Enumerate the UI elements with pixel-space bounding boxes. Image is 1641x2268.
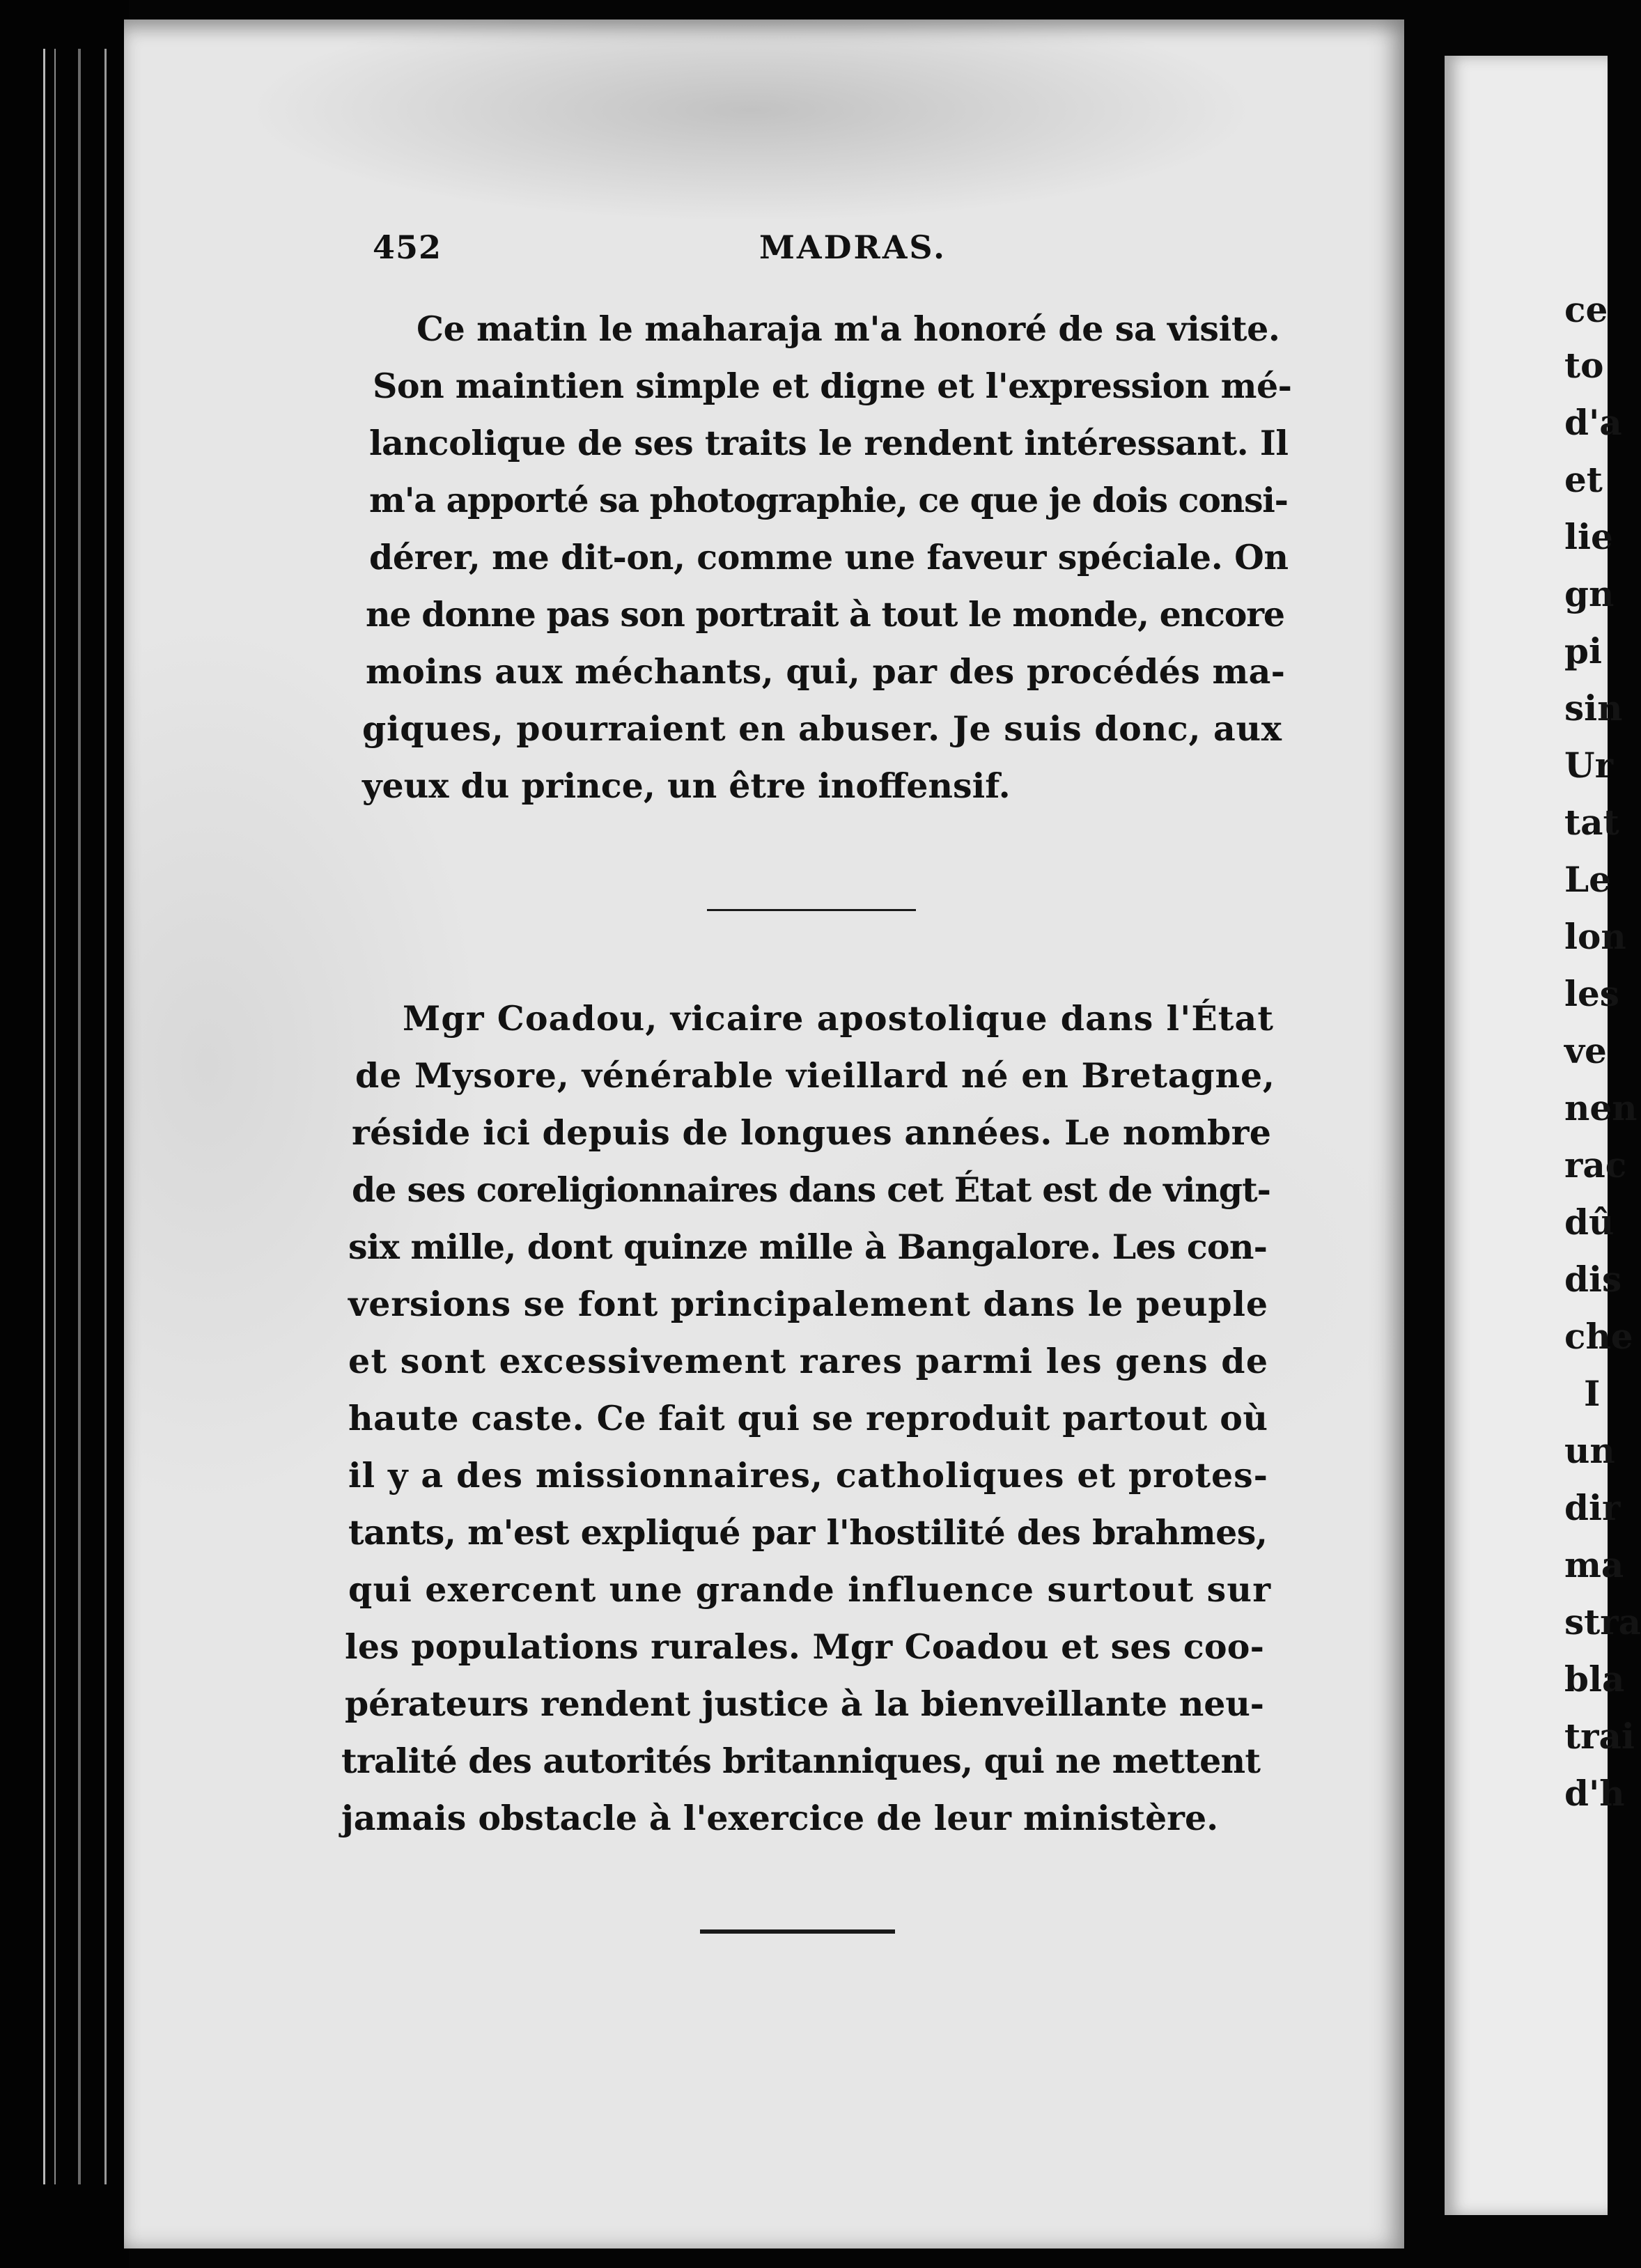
text-line: lancolique de ses traits le rendent intéressant. Il — [369, 423, 1289, 463]
text-line: haute caste. Ce fait qui se reproduit partout où — [348, 1398, 1268, 1438]
text-line: giques, pourraient en abuser. Je suis donc, aux — [362, 708, 1282, 749]
facing-page-fragment: et — [1564, 459, 1603, 500]
text-line: Son maintien simple et digne et l'expression mé- — [373, 366, 1292, 406]
facing-page-fragment: lie — [1564, 516, 1613, 557]
page-number: 452 — [373, 228, 442, 266]
facing-page-fragment: ce — [1564, 289, 1608, 330]
text-line: et sont excessivement rares parmi les gens de — [348, 1341, 1269, 1381]
text-line: de ses coreligionnaires dans cet État est de vingt- — [352, 1170, 1270, 1210]
facing-page-fragment: un — [1564, 1430, 1615, 1471]
text-line: yeux du prince, un être inoffensif. — [362, 766, 1011, 806]
text-line: qui exercent une grande influence surtout sur — [348, 1569, 1272, 1610]
text-line: dérer, me dit-on, comme une faveur spéciale. On — [369, 537, 1289, 577]
text-line: de Mysore, vénérable vieillard né en Bretagne, — [355, 1055, 1275, 1096]
facing-page-fragment: dir — [1564, 1487, 1621, 1528]
binding-strip — [0, 0, 129, 2268]
section-divider — [700, 1929, 895, 1934]
facing-page-fragment: stra — [1564, 1601, 1641, 1642]
text-line: jamais obstacle à l'exercice de leur ministère. — [341, 1798, 1219, 1838]
binding-rule — [78, 49, 81, 2184]
text-line: six mille, dont quinze mille à Bangalore. Les con- — [348, 1227, 1268, 1267]
facing-page-fragment: dû — [1564, 1202, 1615, 1243]
facing-page — [1445, 56, 1641, 2215]
text-line: moins aux méchants, qui, par des procédés ma- — [366, 651, 1286, 692]
text-line: ne donne pas son portrait à tout le monde, encore — [366, 594, 1284, 635]
text-line: tants, m'est expliqué par l'hostilité des brahmes, — [348, 1512, 1268, 1553]
facing-page-fragment: nen — [1564, 1087, 1638, 1128]
facing-page-fragment: che — [1564, 1316, 1633, 1357]
page-gutter — [1404, 0, 1449, 2268]
text-line: tralité des autorités britanniques, qui ne mettent — [341, 1741, 1261, 1781]
text-line: m'a apporté sa photographie, ce que je dois consi- — [369, 480, 1288, 520]
facing-page-fragment: pi — [1564, 630, 1602, 671]
text-line: Mgr Coadou, vicaire apostolique dans l'État — [403, 998, 1275, 1039]
facing-page-fragment: d'h — [1564, 1773, 1625, 1814]
facing-page-fragment: d'a — [1564, 402, 1622, 443]
binding-rule — [54, 49, 56, 2184]
facing-page-fragment: les — [1564, 973, 1619, 1014]
running-title: MADRAS. — [759, 228, 947, 266]
facing-page-fragment: Ur — [1564, 745, 1613, 786]
binding-rule — [104, 49, 107, 2184]
facing-page-fragment: I — [1584, 1373, 1601, 1414]
binding-rule — [43, 49, 45, 2184]
text-line: il y a des missionnaires, catholiques et protes- — [348, 1455, 1268, 1496]
facing-page-fragment: ve — [1564, 1030, 1607, 1071]
facing-page-fragment: tat — [1564, 802, 1619, 843]
facing-page-fragment: sin — [1564, 688, 1623, 729]
facing-page-fragment: trai — [1564, 1716, 1635, 1757]
text-line: Ce matin le maharaja m'a honoré de sa visite. — [417, 309, 1280, 349]
facing-page-fragment: bla — [1564, 1659, 1625, 1700]
facing-page-fragment: to — [1564, 345, 1604, 386]
facing-page-fragment: Le — [1564, 859, 1611, 900]
text-line: les populations rurales. Mgr Coadou et ses coo- — [345, 1626, 1265, 1667]
text-line: versions se font principalement dans le peuple — [348, 1284, 1268, 1324]
text-line: pérateurs rendent justice à la bienveillante neu- — [345, 1684, 1264, 1724]
facing-page-fragment: rac — [1564, 1144, 1627, 1186]
facing-page-fragment: gn — [1564, 573, 1615, 614]
text-line: réside ici depuis de longues années. Le nombre — [352, 1112, 1272, 1153]
facing-page-fragment: lon — [1564, 916, 1626, 957]
facing-page-fragment: dis — [1564, 1259, 1622, 1300]
section-divider — [707, 909, 916, 911]
facing-page-fragment: ma — [1564, 1544, 1624, 1585]
